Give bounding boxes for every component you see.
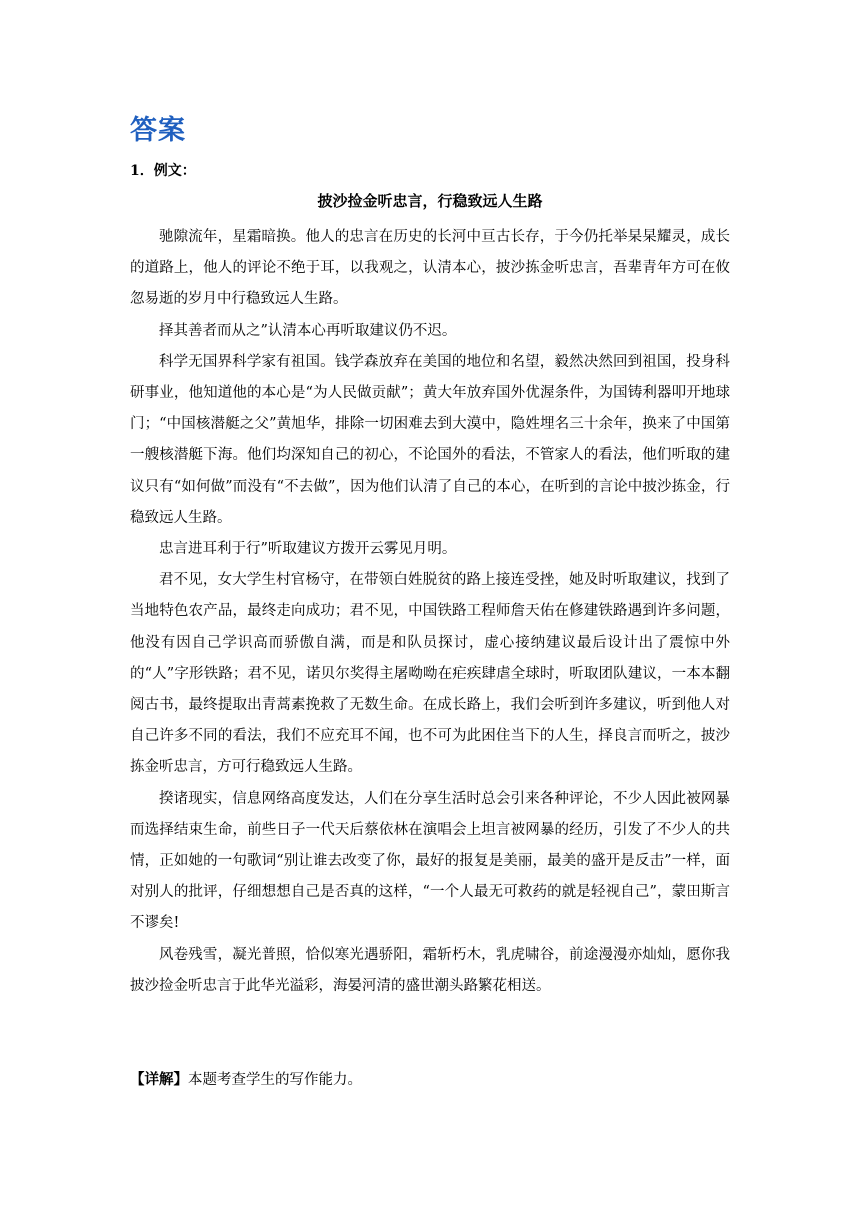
detail-line	[130, 1068, 362, 1089]
essay-paragraph: 忠言进耳利于行”听取建议方拨开云雾见月明。	[159, 541, 457, 558]
essay-paragraph: 揆诸现实，信息网络高度发达，人们在分享生活时总会引来各种评论，不少人因此被网暴而选择结束生命，前些日子一代天后蔡依林在演唱会上坦言被网暴的经历，引发了不少人的共情，正如她的一句歌词“别让谁去改变了你，最好的报复是美丽，最美的盛开是反击”一样，面对别人的批评，仔细想想自己是否真的这样，“一个人最无可救药的就是轻视自己”，蒙田斯言不谬矣!	[130, 790, 730, 932]
detail-text: 本题考查学生的写作能力。	[188, 1072, 362, 1088]
answer-heading: 答案	[130, 115, 186, 146]
essay-paragraph: 择其善者而从之”认清本心再听取建议仍不迟。	[159, 322, 457, 339]
essay-paragraph: 驰隙流年，星霜暗换。他人的忠言在历史的长河中亘古长存，于今仍托举杲杲耀灵，成长的道路上，他人的评论不绝于耳，以我观之，认清本心，披沙拣金听忠言，吾辈青年方可在攸忽易逝的岁月中行稳致远人生路。	[130, 229, 730, 308]
detail-label: 【详解】	[130, 1071, 188, 1088]
essay-body	[130, 222, 730, 1002]
essay-title: 披沙捡金听忠言，行稳致远人生路	[317, 192, 543, 210]
essay-paragraph: 科学无国界科学家有祖国。钱学森放弃在美国的地位和名望，毅然决然回到祖国，投身科研事业，他知道他的本心是“为人民做贡献”；黄大年放弃国外优渥条件，为国铸利器叩开地球门；“中国核潜艇之父”黄旭华，排除一切困难去到大漠中，隐姓埋名三十余年，换来了中国第一艘核潜艇下海。他们均深知自己的初心，不论国外的看法，不管家人的看法，他们听取的建议只有“如何做”而没有“不去做”，因为他们认清了自己的本心，在听到的言论中披沙拣金，行稳致远人生路。	[130, 353, 730, 526]
essay-paragraph: 风卷残雪，凝光普照，恰似寒光遇骄阳，霜斩朽木，乳虎啸谷，前途漫漫亦灿灿，愿你我披沙捡金听忠言于此华光溢彩，海晏河清的盛世潮头路繁花相送。	[130, 946, 730, 994]
essay-paragraph: 君不见，女大学生村官杨守，在带领白姓脱贫的路上接连受挫，她及时听取建议，找到了当地特色农产品，最终走向成功；君不见，中国铁路工程师詹天佑在修建铁路遇到许多问题，他没有因自己学识高而骄傲自满，而是和队员探讨，虚心接纳建议最后设计出了震惊中外的“人”字形铁路；君不见，诺贝尔奖得主屠呦呦在疟疾肆虐全球时，听取团队建议，一本本翻阅古书，最终提取出青蒿素挽救了无数生命。在成长路上，我们会听到许多建议，听到他人对自己许多不同的看法，我们不应充耳不闻，也不可为此困住当下的人生，择良言而听之，披沙拣金听忠言，方可行稳致远人生路。	[130, 572, 730, 776]
question-number: 1．例文：	[130, 163, 196, 179]
